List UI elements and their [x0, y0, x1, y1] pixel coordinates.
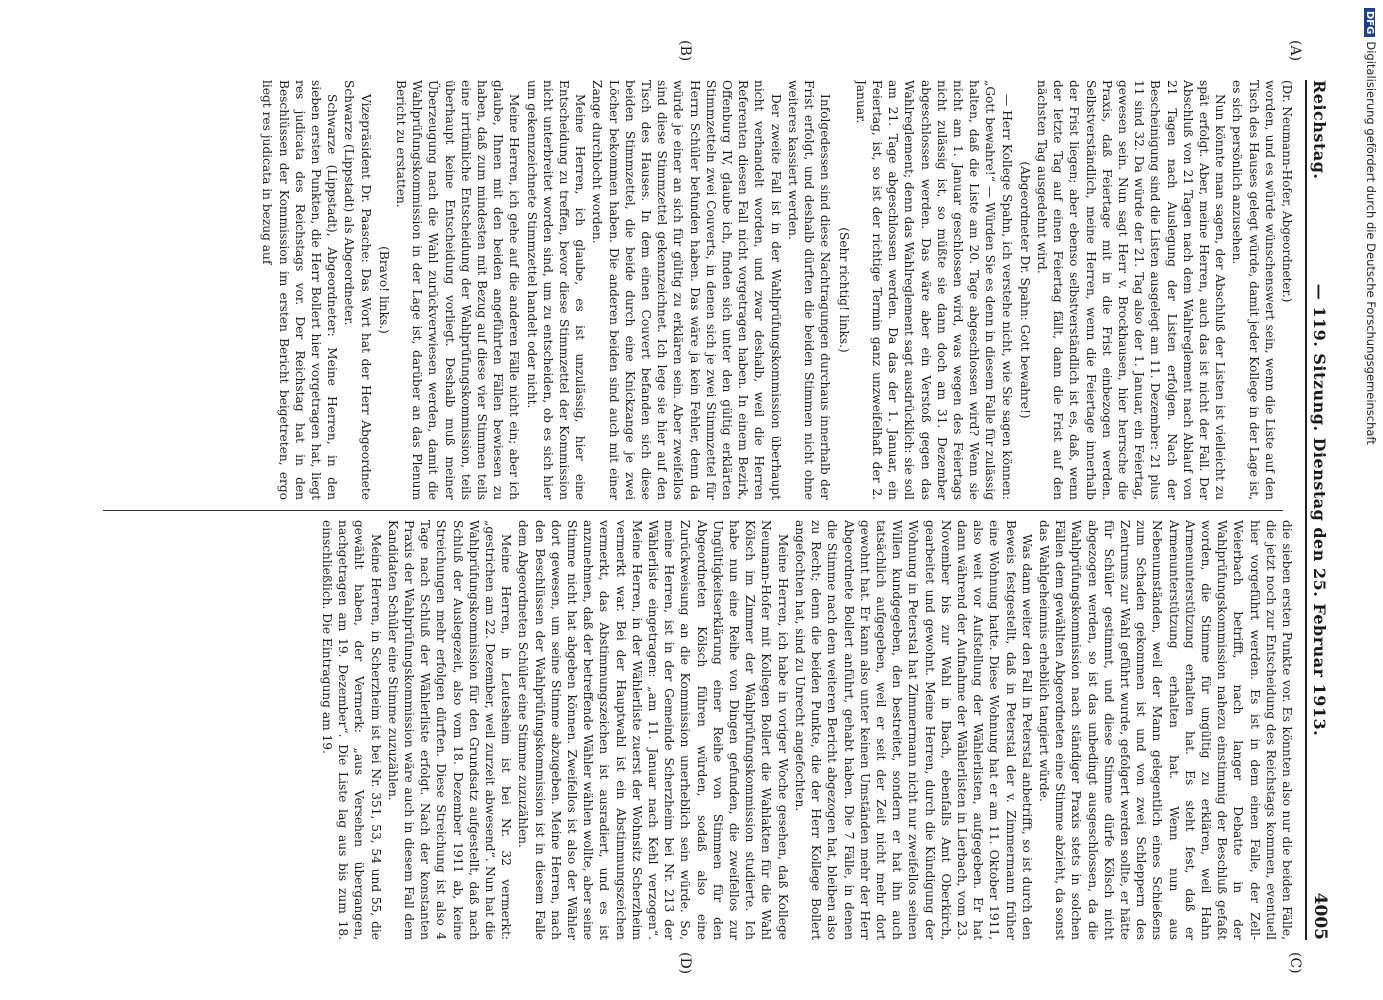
paragraph: Meine Herren, ich gehe auf die anderen Fälle nicht ein; aber ich glaube, Ihnen mit den beiden angeführten Fällen bewiesen zu haben, daß zum mindesten mit Bezug auf diese vier Stimmen teils eine irrtümliche Entscheidung der Wahlprüfungskommission, teils überhaupt keine Entscheidung vorliegt. Deshalb muß meiner Überzeugung nach die Wahl zurückverwiesen werden, damit die Wahlprüfungskommission in der Lage ist, darüber an das Plenum Bericht zu erstatten.	[394, 80, 522, 500]
credit-text: Digitalisierung gefördert durch die Deutsche Forschungsgemeinschaft	[1364, 41, 1378, 445]
running-header	[1305, 80, 1329, 940]
paragraph: Meine Herren, in Scherzheim ist bei Nr. 351, 53, 54 und 55, die gewählt haben, der Vermerk: „aus Versehen übergangen, nachgetragen am 19. Dezember“. Die Liste lag aus bis zum 18. einschließlich. Die Eintragung am 19.	[320, 520, 383, 940]
page-number: 4005	[1310, 892, 1330, 940]
paragraph: Vizepräsident Dr. Paasche: Das Wort hat der Herr Abgeordnete Schwarze (Lippstadt) als Abgeordneter.	[342, 80, 373, 500]
interjection: (Sehr richtig! links.)	[836, 227, 851, 353]
paragraph: Nun könnte man sagen, der Abschluß der Listen ist vielleicht zu spät erfolgt. Aber, meine Herren, auch das ist nicht der Fall. Der Abschluß von 21 Tagen nach dem Wahlreglement nach Ablauf von 21 Tagen nach Auslegung der Listen erfolgen. Nach der Bescheinigung sind die Listen ausgelegt am 11. Dezember: 21 plus 11 sind 32. Da würde der 21. Tag also der 1. Januar, ein Feiertag, gewesen sein. Nun sagt Herr v. Brockhausen, hier herrsche die Praxis, daß Feiertage mit in die Frist einbezogen werden. Selbstverständlich, meine Herren, wenn die Feiertage innerhalb der Frist liegen; aber ebenso selbstverständlich ist es, daß, wenn der letzte Tag auf einen Feiertag fällt, dann die Frist auf den nächsten Tag ausgedehnt wird.	[1034, 80, 1228, 500]
paragraph: Schwarze (Lippstadt), Abgeordneter: Meine Herren, in den sieben ersten Punkten, die Herr Bollert hier vorgetragen hat, liegt res judicata des Reichstags vor. Der Reichstag hat in den Beschlüssen der Kommission im ersten Bericht beigetreten, ergo liegt res judicata in bezug auf	[260, 80, 340, 500]
paragraph: die sieben ersten Punkte vor. Es könnten also nur die beiden Fälle, die jetzt noch zur Entscheidung des Reichstags kommen, eventuell hier vorgeführt werden. Es ist in dem einen Falle, der Zell-Weierbach betrifft, nach langer Debatte in der Wahlprüfungskommission nahezu einstimmig der Beschluß gefaßt worden, die Stimme für ungültig zu erklären, weil Hahn Armenunterstützung erhalten hat. Es steht fest, daß er Armenunterstützung erhalten hat. Wenn nun aus Nebenumständen, weil der Mann gelegentlich eines Schießens zum Schaden gekommen ist und von zwei Schleppern des Zentrums zur Wahl geführt wurde, gefolgert werden sollte, er hätte für Schüler gestimmt, und diese Stimme dürfe Kölsch nicht abgezogen werden, so ist das unbedingt ausgeschlossen, da die Wahlprüfungskommission nach ständiger Praxis stets in solchen Fällen dem gewählten Abgeordneten eine Stimme abzieht, da sonst das Wahlgeheimnis erheblich tangiert würde.	[1036, 520, 1294, 940]
digitization-credit	[1360, 8, 1378, 998]
paragraph: Infolgedessen sind diese Nachtragungen durchaus innerhalb der Frist erfolgt, und deshalb dürften die beiden Stimmen nicht ohne weiteres kassiert werden.	[785, 80, 833, 500]
header-publication: Reichstag.	[1310, 80, 1329, 180]
interjection: (Abgeordneter Dr. Spahn: Gott bewahre!)	[1017, 161, 1032, 419]
paragraph: Was dann weiter den Fall in Peterstal anbetrifft, so ist durch den Beweis festgestellt, daß in Peterstal der v. Zimmermann früher eine Wohnung hatte. Diese Wohnung hat er am 11. Oktober 1911, also weit vor Aufstellung der Wählerlisten, aufgegeben. Er hat dann während der Aufnahme der Wählerlisten in Lierbach, vom 23. November bis zur Wahl in Ibach, ebenfalls Amt Oberkirch, gearbeitet und gewohnt. Meine Herren, durch die Kündigung der Wohnung in Peterstal hat Zimmermann nicht nur zweifellos seinen Willen kundgegeben, den bestreitet, sondern er hat ihn auch tatsächlich aufgegeben, weil er seit der Zeit nicht mehr dort gewohnt hat. Er kann also unter keinen Umständen mehr der Herr Abgeordnete Bollert anführt, gehabt haben. Die 7 Fälle, in denen die Stimme nach dem weiteren Bericht abgezogen hat, bleiben also zu Recht; denn die beiden Punkte, die der Herr Kollege Bollert angefochten hat, sind zu Unrecht angefochten.	[792, 520, 1034, 940]
paragraph: Meine Herren, in Leutesheim ist bei Nr. 32 vermerkt: „gestrichen am 22. Dezember, weil zurzeit abwesend“. Nun hat die Wahlprüfungskommission für den Grundsatz aufgestellt, daß nach Schluß der Auslegezeit, also vom 18. Dezember 1911 ab, keine Streichungen mehr erfolgen dürften. Diese Streichung ist also 4 Tage nach Schluß der Wählerliste erfolgt. Nach der konstanten Praxis der Wahlprüfungskommission wäre auch in diesem Fall dem Kandidaten Schüler eine Stimme zuzuzählen.	[385, 520, 514, 940]
margin-mark-d: (D)	[677, 952, 693, 975]
document-page	[43, 0, 1383, 1000]
margin-mark-c: (C)	[1287, 952, 1303, 974]
dfg-logo: DFG	[1364, 8, 1375, 37]
column-divider	[103, 510, 1283, 511]
paragraph: Meine Herren, ich habe in voriger Woche gesehen, daß Kollege Neumann-Hofer mit Kollegen Bollert die Wahlakten für die Wahl Kölsch im Zimmer der Wahlprüfungskommission studierte. Ich habe nun eine Reihe von Dingen gefunden, die zweifellos zur Ungültigkeitserklärung einer Reihe von Stimmen für den Abgeordneten Kölsch führen würden, sodaß also eine Zurückweisung an die Kommission unerheblich sein würde. So, meine Herren, ist in der Gemeinde Scherzheim bei Nr. 213 der Wählerliste eingetragen: „am 11. Januar nach Kehl verzogen“. Meine Herren, in der Wählerliste zuerst der Wohnsitz Scherzheim vermerkt war. Bei der Hauptwahl ist ein Abstimmungszeichen vermerkt, das Abstimmungszeichen ist ausradiert, und es ist anzunehmen, daß der betreffende Wähler wählen wollte, aber seine Stimme nicht hat abgeben können. Zweifellos ist also der Wähler dort gewesen, um seine Stimme abzugeben. Meine Herren, nach den Beschlüssen der Wahlprüfungskommission ist in diesem Falle dem Abgeordneten Schüler eine Stimme zuzuzählen.	[516, 520, 790, 940]
margin-mark-b: (B)	[677, 40, 693, 62]
header-session-date: — 119. Sitzung. Dienstag den 25. Februar 1913.	[1310, 283, 1329, 737]
paragraph: Meine Herren, ich glaube, es ist unzulässig, hier eine Entscheidung zu treffen, bevor diese Stimmzettel der Kommission nicht unterbreitet worden sind, um zu entscheiden, ob es sich hier um gekennzeichnete Stimmzettel handelt oder nicht.	[524, 80, 588, 500]
paragraph: Der zweite Fall ist in der Wahlprüfungskommission überhaupt nicht verhandelt worden, und zwar deshalb, weil die Herren Referenten diesen Fall nicht vorgetragen haben. In einem Bezirk, Offenburg IV, glaube ich, finden sich unter den gültig erklärten Stimmzetteln zwei Couverts, in denen sich je zwei Stimmzettel für Herrn Schüler befunden haben. Das wäre ja kein Fehler, denn da würde je einer an sich für gültig zu erklären sein. Aber zweifellos sind diese Stimmzettel gekennzeichnet. Ich lege sie hier auf den Tisch des Hauses. In dem einen Couvert befanden sich diese beiden Stimmzettel, die beide durch eine Knickzange je zwei Löcher bekommen haben. Die anderen beiden sind auch mit einer Zange durchlocht worden.	[590, 80, 783, 500]
paragraph: worden, und es würde wünschenswert sein, wenn die Liste auf den Tisch des Hauses gelegt würde, damit jeder Kollege in der Lage ist, es sich persönlich anzusehen.	[1230, 80, 1277, 500]
paragraph: — Herr Kollege Spahn, ich verstehe nicht, wie Sie sagen können: „Gott bewahre!“ — Würden Sie es denn in diesem Falle für zulässig halten, daß die Liste am 20. Tage abgeschlossen wird? Wenn sie nicht am 1. Januar geschlossen wird, was wegen des Feiertags nicht zulässig ist, so müßte sie dann doch am 31. Dezember abgeschlossen werden. Das wäre aber ein Verstoß gegen das Wahlreglement; denn das Wahlreglement sagt ausdrücklich: sie soll am 21. Tage abgeschlossen werden. Da das der 1. Januar, ein Feiertag, ist, so ist der richtige Termin ganz unzweifelhaft der 2. Januar.	[853, 80, 1014, 500]
margin-mark-a: (A)	[1287, 40, 1303, 62]
left-text-column	[85, 80, 1295, 500]
speaker-header: (Dr. Neumann-Hofer, Abgeordneter.)	[1280, 80, 1294, 303]
right-text-column	[85, 520, 1295, 940]
interjection: (Bravo! links.)	[376, 246, 391, 334]
